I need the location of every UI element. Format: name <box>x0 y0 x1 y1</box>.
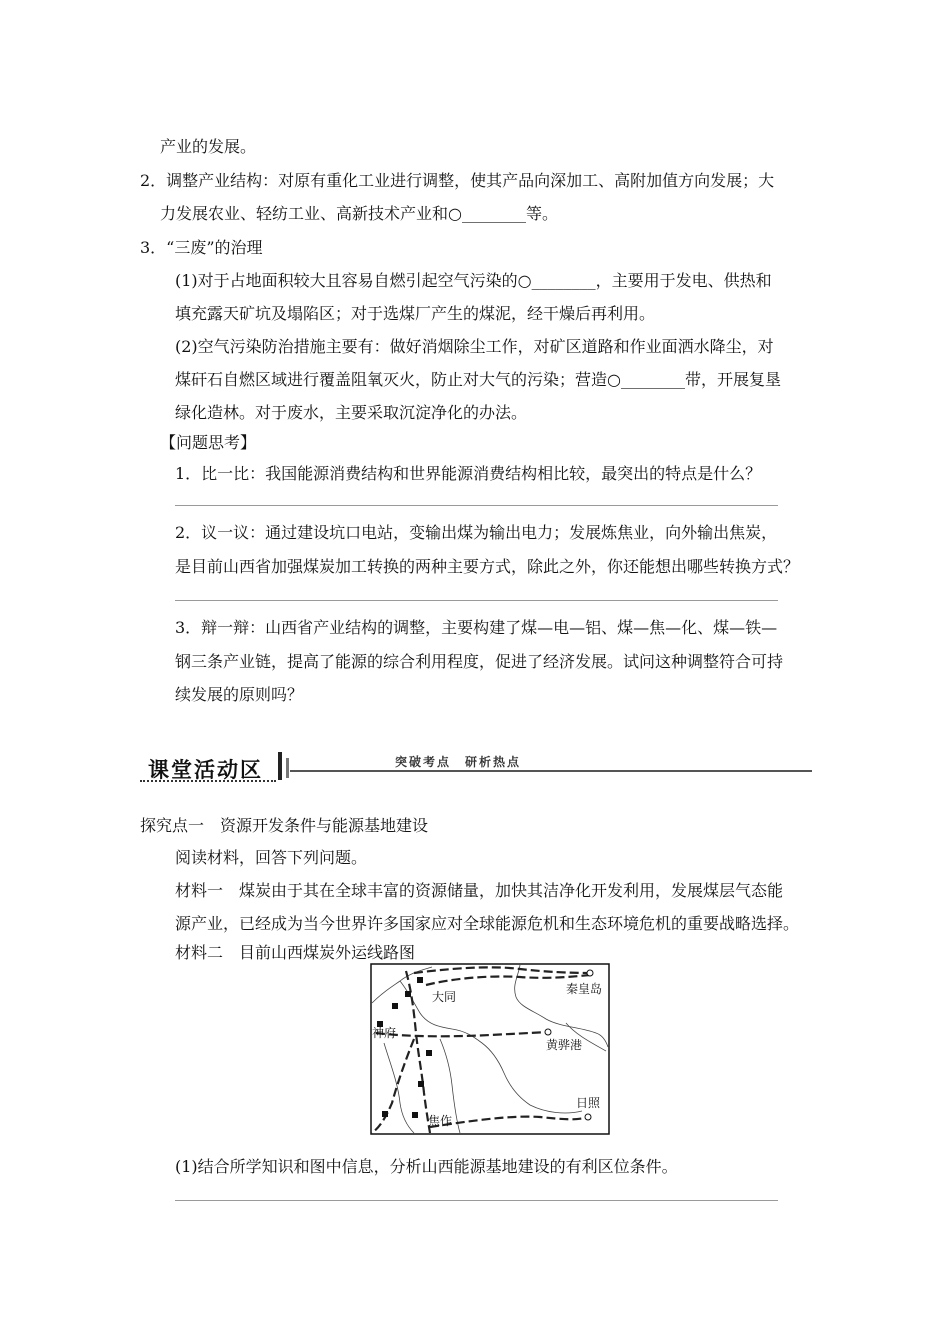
map-label-rizhao: 日照 <box>576 1096 601 1110</box>
answer-line[interactable] <box>175 600 778 601</box>
banner-subtitle: 突破考点 研析热点 <box>395 755 522 769</box>
question-2: 2．议一议：通过建设坑口电站，变输出煤为输出电力；发展炼焦业，向外输出焦炭， <box>175 523 778 542</box>
text-line: 2．调整产业结构：对原有重化工业进行调整，使其产品向深加工、高附加值方向发展；大 <box>140 171 775 190</box>
banner-divider <box>140 780 276 782</box>
text-line: 材料二 目前山西煤炭外运线路图 <box>175 943 416 962</box>
question-1: 1．比一比：我国能源消费结构和世界能源消费结构相比较，最突出的特点是什么？ <box>175 464 762 483</box>
text-line: 材料一 煤炭由于其在全球丰富的资源储量，加快其洁净化开发利用，发展煤层气态能 <box>175 881 784 900</box>
explore-heading: 探究点一 资源开发条件与能源基地建设 <box>140 816 429 835</box>
coal-base-marker <box>426 1050 432 1056</box>
port-marker <box>585 1114 591 1120</box>
coal-base-marker <box>417 977 423 983</box>
section-heading: 【问题思考】 <box>160 433 257 452</box>
map-label-qinhuangdao: 秦皇岛 <box>566 982 603 996</box>
coal-base-marker <box>405 991 411 997</box>
text-line: 源产业，已经成为当今世界许多国家应对全球能源危机和生态环境危机的重要战略选择。 <box>175 914 800 933</box>
map-graphic <box>370 963 610 1135</box>
banner-divider <box>286 758 289 778</box>
map-label-shenfu: 神府 <box>372 1026 397 1040</box>
coal-base-marker <box>382 1111 388 1117</box>
question-3: 3．辩一辩：山西省产业结构的调整，主要构建了煤—电—铝、煤—焦—化、煤—铁— <box>175 618 778 637</box>
text-line: (1)对于占地面积较大且容易自燃引起空气污染的○________，主要用于发电、供热和 <box>175 271 772 290</box>
coal-base-marker <box>412 1112 418 1118</box>
map-label-datong: 大同 <box>432 990 457 1004</box>
banner-title: 课堂活动区 <box>148 758 263 782</box>
question-item: (1)结合所学知识和图中信息，分析山西能源基地建设的有利区位条件。 <box>175 1157 678 1176</box>
map-label-jiaozuo: 焦作 <box>428 1114 453 1128</box>
coal-base-marker <box>392 1003 398 1009</box>
text-line: 填充露天矿坑及塌陷区；对于选煤厂产生的煤泥，经干燥后再利用。 <box>175 304 656 323</box>
text-line: 绿化造林。对于废水，主要采取沉淀净化的办法。 <box>175 403 528 422</box>
coal-transport-map <box>370 963 610 1135</box>
text-line: 钢三条产业链，提高了能源的综合利用程度，促进了经济发展。试问这种调整符合可持 <box>175 652 784 671</box>
section-banner <box>140 748 812 788</box>
answer-line[interactable] <box>175 1200 778 1201</box>
text-line: 3．“三废”的治理 <box>140 238 263 257</box>
banner-divider <box>290 770 812 772</box>
text-line: 是目前山西省加强煤炭加工转换的两种主要方式，除此之外，你还能想出哪些转换方式？ <box>175 557 800 576</box>
text-line: 续发展的原则吗？ <box>175 685 304 704</box>
text-line: 煤矸石自燃区域进行覆盖阻氧灭火，防止对大气的污染；营造○________带，开展复垦 <box>175 370 781 389</box>
banner-divider <box>278 752 282 780</box>
coal-base-marker <box>418 1081 424 1087</box>
map-label-huanghuagang: 黄骅港 <box>546 1038 583 1052</box>
text-line: 阅读材料，回答下列问题。 <box>175 848 368 867</box>
text-line: 力发展农业、轻纺工业、高新技术产业和○________等。 <box>160 204 558 223</box>
port-marker <box>587 970 593 976</box>
port-marker <box>545 1029 551 1035</box>
text-line: (2)空气污染防治措施主要有：做好消烟除尘工作，对矿区道路和作业面洒水降尘，对 <box>175 337 774 356</box>
answer-line[interactable] <box>175 505 778 506</box>
text-line: 产业的发展。 <box>160 137 257 156</box>
